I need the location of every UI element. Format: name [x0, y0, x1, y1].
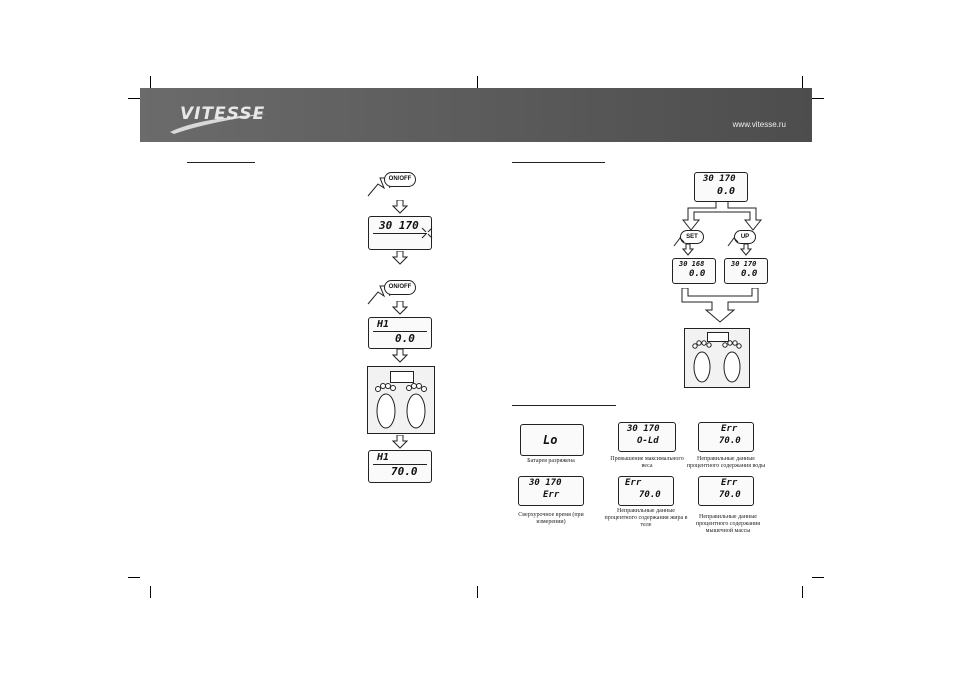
lcd-row: 0.0 [741, 269, 758, 279]
down-arrow-icon [740, 244, 752, 256]
section-heading-rule [187, 162, 255, 163]
brand-logo: VITESSE [180, 104, 266, 124]
lcd-row: 30 168 [679, 260, 705, 268]
lcd-row: 70.0 [719, 436, 741, 446]
down-arrow-icon [392, 251, 408, 265]
on-off-button[interactable]: ON/OFF [384, 280, 416, 295]
error-caption: Неправильные данные процентного содержания воды [686, 456, 766, 469]
crop-mark [802, 586, 803, 598]
lcd-row: 0.0 [717, 186, 736, 197]
error-caption: Батарея разряжена [527, 458, 575, 464]
crop-mark [477, 586, 478, 598]
section-heading-rule [512, 405, 616, 406]
error-caption: Превышение максимального веса [610, 456, 684, 469]
blink-icon [420, 226, 434, 240]
lcd-row: 30 170 [703, 174, 736, 184]
website-url: www.vitesse.ru [732, 120, 786, 129]
down-arrow-icon [392, 301, 408, 315]
lcd-display [694, 172, 748, 202]
foot-icon [689, 339, 715, 385]
lcd-display [368, 450, 432, 483]
error-caption: Сверхурочное время (при измерении) [518, 512, 584, 525]
on-off-button[interactable]: ON/OFF [384, 172, 416, 187]
lcd-row: H1 [377, 452, 390, 463]
lcd-row: 30 170 [627, 424, 660, 434]
lcd-row: Err [543, 490, 560, 500]
down-arrow-icon [392, 200, 408, 214]
lcd-row: Err [721, 424, 738, 434]
lcd-row: 70.0 [391, 465, 418, 478]
merge-arrow-icon [680, 288, 760, 324]
branch-arrow-icon [676, 202, 768, 232]
crop-mark [150, 76, 151, 88]
foot-icon [402, 381, 430, 431]
crop-mark [812, 98, 824, 99]
lcd-row: Err [625, 478, 642, 488]
lcd-row: H1 [377, 319, 390, 330]
down-arrow-icon [682, 244, 694, 256]
error-caption: Неправильные данные процентного содержания жира в теле [604, 508, 688, 528]
section-heading-rule [512, 162, 605, 163]
lcd-row: O-Ld [637, 436, 659, 446]
lcd-row: 0.0 [395, 332, 415, 345]
lcd-row: 30 170 [529, 478, 562, 488]
set-button[interactable]: SET [680, 230, 704, 244]
lcd-display [368, 317, 432, 349]
down-arrow-icon [392, 435, 408, 449]
error-lcd-low-battery [520, 424, 584, 456]
error-lcd-water [698, 422, 754, 452]
lcd-row: 30 170 [379, 219, 419, 232]
crop-mark [812, 577, 824, 578]
crop-mark [802, 76, 803, 88]
foot-icon [372, 381, 400, 431]
crop-mark [477, 76, 478, 88]
lcd-row: 70.0 [639, 490, 661, 500]
scale-illustration [684, 328, 750, 388]
lcd-row: 30 170 [731, 260, 757, 268]
lcd-row: 70.0 [719, 490, 741, 500]
lcd-display [672, 258, 716, 284]
lcd-row: Err [721, 478, 738, 488]
crop-mark [150, 586, 151, 598]
lcd-display [724, 258, 768, 284]
lcd-divider [373, 233, 427, 234]
error-lcd-fat [618, 476, 674, 506]
crop-mark [128, 577, 140, 578]
up-button[interactable]: UP [734, 230, 756, 244]
foot-icon [719, 339, 745, 385]
error-lcd-overload [618, 422, 676, 452]
error-lcd-muscle [698, 476, 754, 506]
lcd-row: Lo [543, 433, 558, 447]
down-arrow-icon [392, 349, 408, 363]
scale-illustration [367, 366, 435, 434]
error-caption: Неправильные данные процентного содержания мышечной массы [695, 514, 761, 534]
crop-mark [128, 98, 140, 99]
lcd-row: 0.0 [689, 269, 706, 279]
error-lcd-timeout [518, 476, 584, 506]
